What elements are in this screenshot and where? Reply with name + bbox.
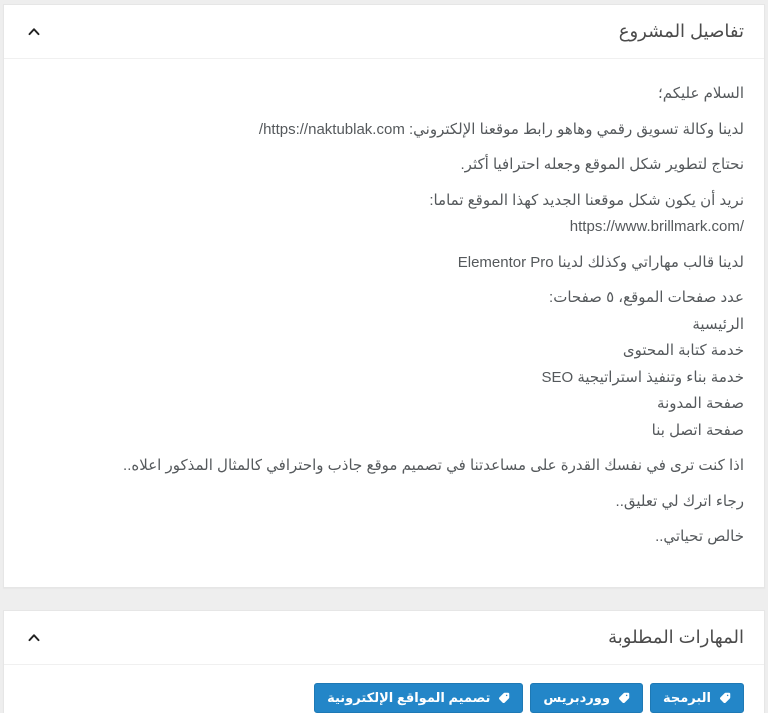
tag-icon <box>498 692 510 704</box>
tag-icon <box>618 692 630 704</box>
project-description-paragraph: رجاء اترك لي تعليق.. <box>615 492 744 510</box>
project-details-body <box>4 59 764 587</box>
required-skills-header <box>4 611 764 665</box>
project-details-panel <box>3 4 765 588</box>
skill-tags-row <box>24 683 744 713</box>
project-details-header <box>4 5 764 59</box>
project-description-paragraph: لدينا قالب مهاراتي وكذلك لدينا Elementor Pro <box>457 253 744 271</box>
project-description-paragraph: اذا كنت ترى في نفسك القدرة على مساعدتنا في تصميم موقع جاذب واحترافي كالمثال المذكور اعلاه.. <box>123 457 744 474</box>
skill-tag[interactable] <box>530 683 643 713</box>
skill-tag[interactable] <box>314 683 523 713</box>
project-description-paragraph: خالص تحياتي.. <box>655 528 744 545</box>
skills-collapse-toggle[interactable] <box>24 629 44 646</box>
chevron-up-icon <box>28 27 40 36</box>
required-skills-title: المهارات المطلوبة <box>608 626 744 647</box>
details-collapse-toggle[interactable] <box>24 23 44 40</box>
required-skills-body <box>4 665 764 713</box>
required-skills-panel <box>3 610 765 713</box>
skill-tag-label: ووردبريس <box>543 689 610 705</box>
project-description-paragraph: عدد صفحات الموقع، ٥ صفحات: الرئيسية خدمة كتابة المحتوى خدمة بناء وتنفيذ استراتيجية SEO صفحة المدونة صفحة اتصل بنا <box>541 289 744 439</box>
project-description-paragraph: نحتاج لتطوير شكل الموقع وجعله احترافيا أكثر. <box>460 156 744 173</box>
project-description-paragraph: نريد أن يكون شكل موقعنا الجديد كهذا الموقع تماما: https://www.brillmark.com/ <box>429 191 744 235</box>
tag-icon <box>719 692 731 704</box>
skill-tag-label: البرمجة <box>662 689 711 705</box>
project-description-paragraph: لدينا وكالة تسويق رقمي وهاهو رابط موقعنا الإلكتروني: https://naktublak.com/ <box>258 120 744 138</box>
project-details-title: تفاصيل المشروع <box>618 21 744 41</box>
skill-tag-label: تصميم المواقع الإلكترونية <box>327 689 491 705</box>
project-description-paragraph: السلام عليكم؛ <box>657 85 744 102</box>
skill-tag[interactable] <box>650 683 744 713</box>
chevron-up-icon <box>28 633 40 642</box>
